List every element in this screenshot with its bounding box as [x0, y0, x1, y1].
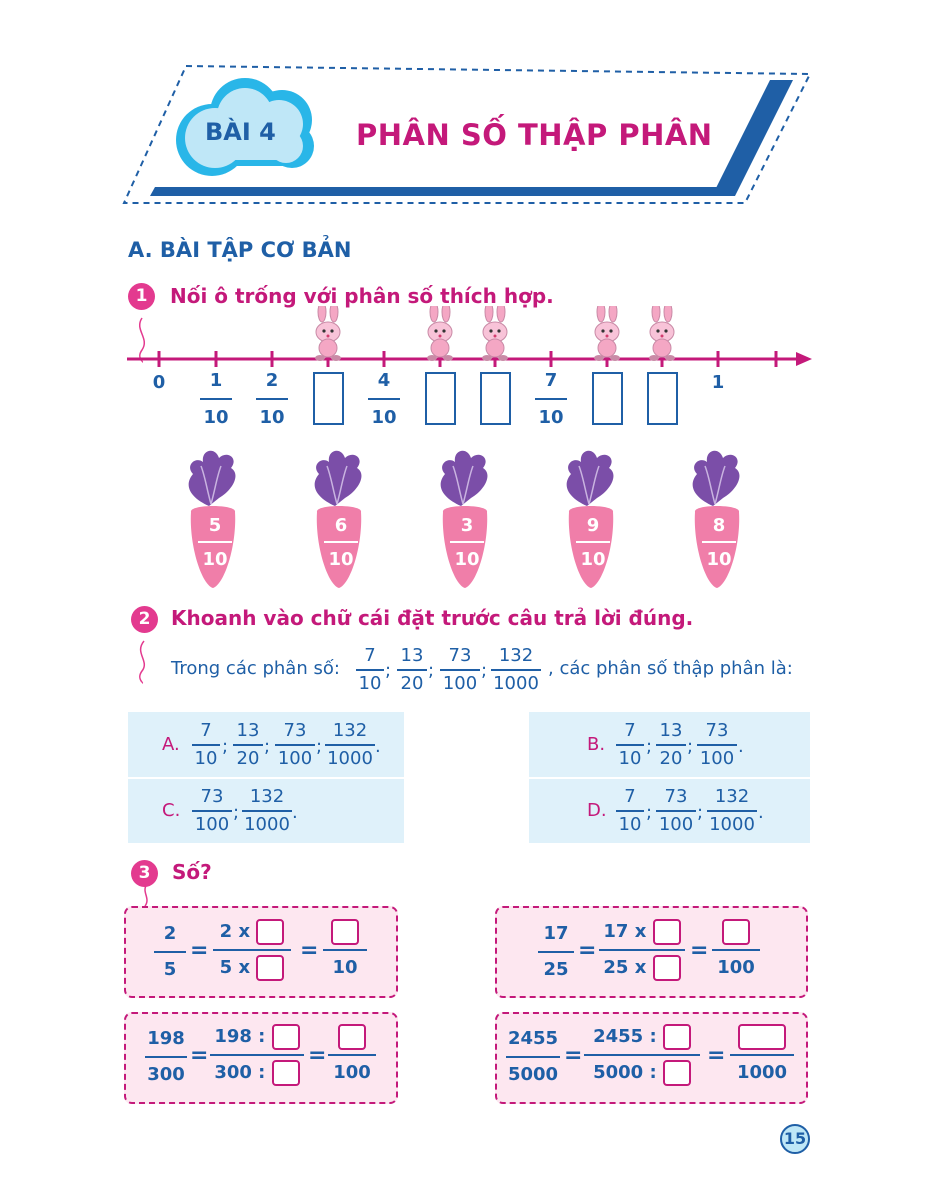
- question-3-instruction: Số?: [172, 860, 212, 884]
- question-2-intro-end: , các phân số thập phân là:: [548, 658, 793, 679]
- separator: ;: [233, 802, 240, 823]
- fraction: 73 100: [440, 646, 480, 694]
- bunny-icon: [594, 306, 620, 361]
- separator: ;: [646, 802, 653, 823]
- fraction: 2 5: [154, 920, 186, 984]
- blank-box[interactable]: [256, 955, 284, 981]
- fraction: 73 100: [275, 721, 315, 769]
- question-2-instruction: Khoanh vào chữ cái đặt trước câu trả lời đúng.: [171, 606, 694, 630]
- bunny-icon: [649, 306, 675, 361]
- fraction: 1000: [730, 1023, 794, 1087]
- fraction: 132 1000: [707, 787, 757, 835]
- fraction: 7 10: [616, 721, 644, 769]
- option-a-letter[interactable]: A.: [162, 734, 180, 755]
- question-2-number: 2: [131, 606, 158, 633]
- fraction: 198 300: [145, 1025, 187, 1089]
- fraction: 100: [328, 1023, 376, 1087]
- carrot-fraction[interactable]: 6 10: [316, 515, 366, 571]
- page-number: 15: [780, 1124, 810, 1154]
- blank-box[interactable]: [256, 919, 284, 945]
- line-fraction: 1 10: [196, 369, 236, 430]
- divider: [529, 777, 810, 779]
- fraction: 73 100: [697, 721, 737, 769]
- option-d-letter[interactable]: D.: [587, 800, 607, 821]
- question-2-intro: Trong các phân số:: [171, 658, 340, 679]
- fraction: 17 25: [538, 920, 574, 984]
- blank-box[interactable]: [331, 919, 359, 945]
- carrot-fraction[interactable]: 3 10: [442, 515, 492, 571]
- answer-box[interactable]: [647, 372, 678, 425]
- separator: ;: [264, 736, 271, 757]
- blank-box[interactable]: [653, 919, 681, 945]
- bunny-icon: [427, 306, 453, 361]
- blank-box[interactable]: [738, 1024, 786, 1050]
- fraction: 2455 5000: [507, 1028, 559, 1085]
- number-line-zero: 0: [152, 372, 166, 393]
- fraction: 132 1000: [242, 787, 292, 835]
- equals-sign: =: [578, 938, 597, 963]
- line-fraction: 7 10: [531, 369, 571, 430]
- separator: ;: [428, 660, 435, 681]
- separator: ;: [222, 736, 229, 757]
- equals-sign: =: [707, 1043, 726, 1068]
- equals-sign: =: [190, 1043, 209, 1068]
- carrot-fraction[interactable]: 8 10: [694, 515, 744, 571]
- question-3-number: 3: [131, 860, 158, 887]
- fraction: 7 10: [616, 787, 644, 835]
- period: .: [758, 802, 764, 823]
- question-1-number: 1: [128, 283, 155, 310]
- header-banner: [0, 0, 927, 215]
- bunny-icon: [482, 306, 508, 361]
- fraction: 2 x 5 x: [213, 918, 291, 982]
- option-c-letter[interactable]: C.: [162, 800, 181, 821]
- blank-box[interactable]: [272, 1060, 300, 1086]
- fraction: 10: [323, 918, 367, 982]
- blank-box[interactable]: [663, 1024, 691, 1050]
- equals-sign: =: [308, 1043, 327, 1068]
- bunny-icon: [315, 306, 341, 361]
- carrot-fraction[interactable]: 9 10: [568, 515, 618, 571]
- fraction: 2455 : 5000 :: [584, 1023, 700, 1087]
- fraction: 13 20: [656, 721, 686, 769]
- line-fraction: 4 10: [364, 369, 404, 430]
- period: .: [375, 736, 381, 757]
- fraction: 132 1000: [491, 646, 541, 694]
- lesson-number: BÀI 4: [205, 118, 276, 146]
- fraction: 7 10: [192, 721, 220, 769]
- answer-box[interactable]: [425, 372, 456, 425]
- period: .: [292, 802, 298, 823]
- fraction: 100: [712, 918, 760, 982]
- equals-sign: =: [190, 938, 209, 963]
- fraction: 73 100: [192, 787, 232, 835]
- equals-sign: =: [564, 1043, 583, 1068]
- answer-box[interactable]: [592, 372, 623, 425]
- separator: ;: [316, 736, 323, 757]
- separator: ;: [385, 660, 392, 681]
- fraction: 132 1000: [325, 721, 375, 769]
- blank-box[interactable]: [653, 955, 681, 981]
- section-heading: A. BÀI TẬP CƠ BẢN: [128, 238, 352, 262]
- blank-box[interactable]: [272, 1024, 300, 1050]
- equals-sign: =: [300, 938, 319, 963]
- separator: ;: [646, 736, 653, 757]
- period: .: [738, 736, 744, 757]
- number-line-one: 1: [711, 372, 725, 393]
- blank-box[interactable]: [663, 1060, 691, 1086]
- fraction: 17 x 25 x: [599, 918, 685, 982]
- bunny-icons: [0, 306, 927, 366]
- carrot-fraction[interactable]: 5 10: [190, 515, 240, 571]
- fraction: 73 100: [656, 787, 696, 835]
- lesson-title: PHÂN SỐ THẬP PHÂN: [356, 118, 713, 152]
- fraction: 13 20: [397, 646, 427, 694]
- fraction: 198 : 300 :: [210, 1023, 304, 1087]
- answer-box[interactable]: [313, 372, 344, 425]
- divider: [128, 777, 404, 779]
- fraction: 7 10: [356, 646, 384, 694]
- line-fraction: 2 10: [252, 369, 292, 430]
- option-b-letter[interactable]: B.: [587, 734, 606, 755]
- equals-sign: =: [690, 938, 709, 963]
- blank-box[interactable]: [338, 1024, 366, 1050]
- fraction: 13 20: [233, 721, 263, 769]
- separator: ;: [481, 660, 488, 681]
- answer-box[interactable]: [480, 372, 511, 425]
- question-1-instruction: Nối ô trống với phân số thích hợp.: [170, 284, 554, 308]
- separator: ;: [697, 802, 704, 823]
- blank-box[interactable]: [722, 919, 750, 945]
- separator: ;: [687, 736, 694, 757]
